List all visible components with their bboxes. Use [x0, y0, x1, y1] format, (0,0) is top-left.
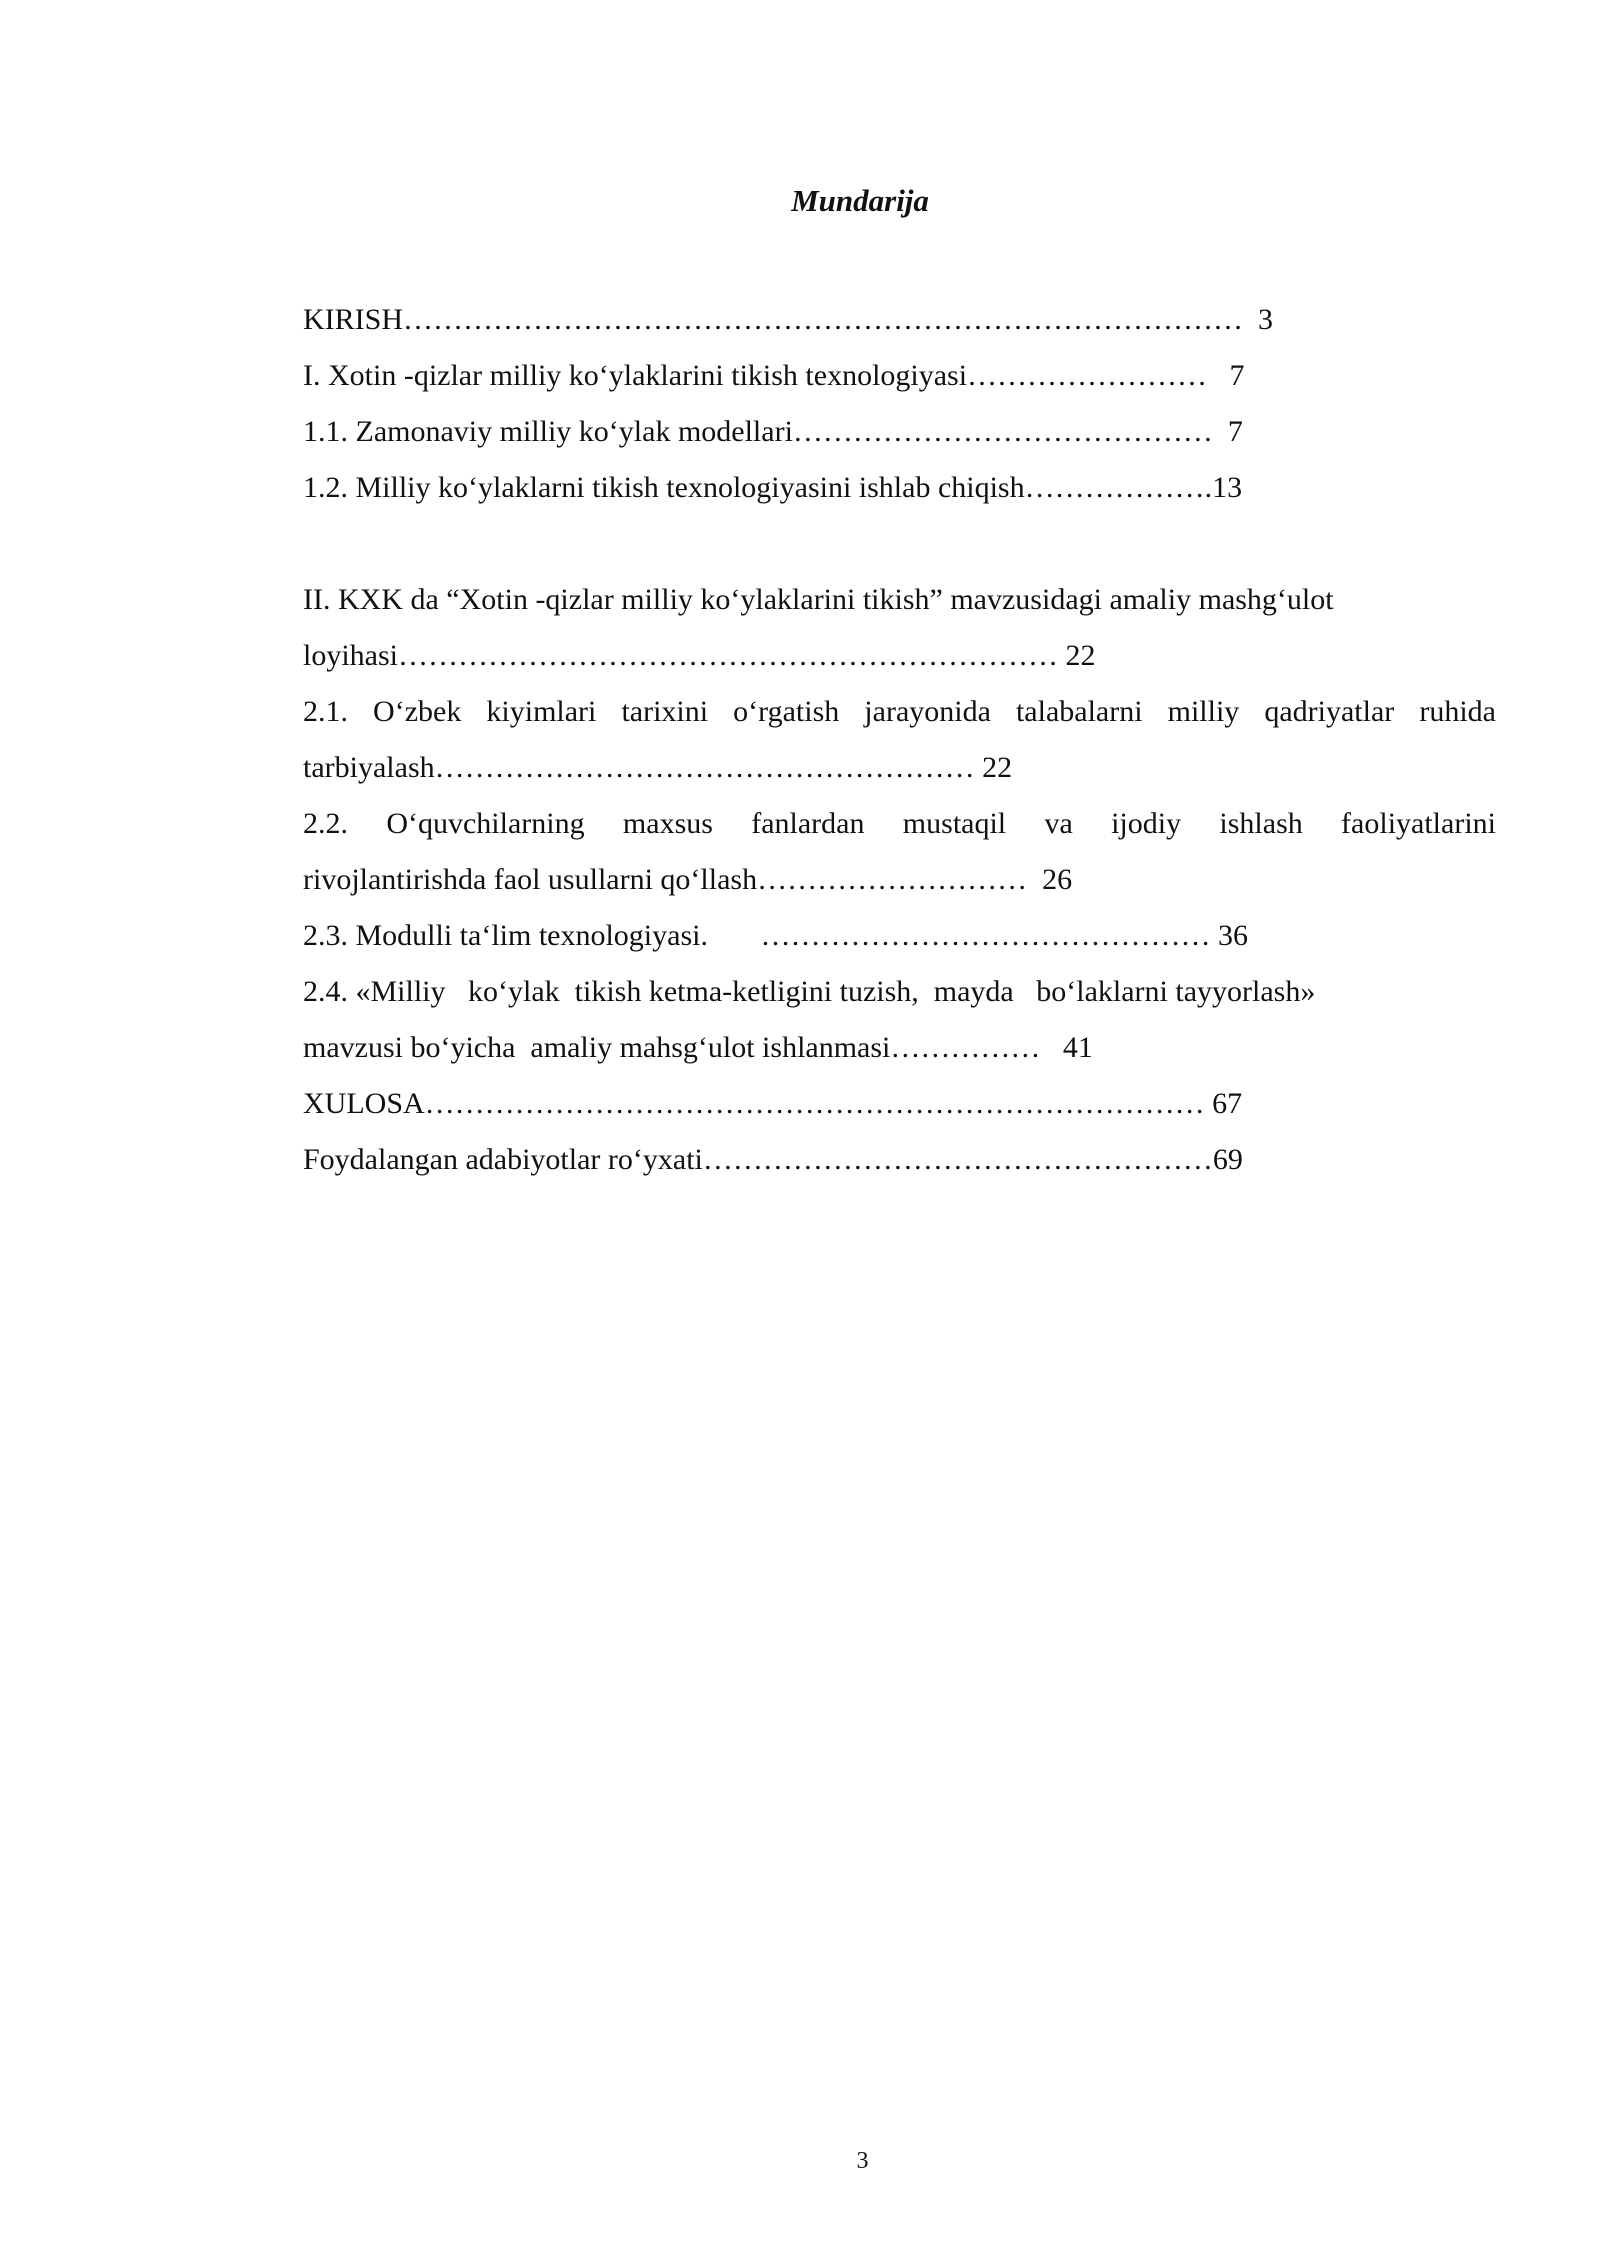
toc-entry-section-2-4-line-1: 2.4. «Milliy ko‘ylak tikish ketma-ketligini tuzish, mayda bo‘laklarni tayyorlash» — [303, 975, 1316, 1008]
toc-entry-section-2-2-line-1: 2.2. O‘quvchilarning maxsus fanlardan mustaqil va ijodiy ishlash faoliyatlarini — [303, 807, 1496, 840]
toc-entry-section-2-1-line-1: 2.1. O‘zbek kiyimlari tarixini o‘rgatish jarayonida talabalarni milliy qadriyatlar ruhida — [303, 695, 1496, 728]
toc-spacer — [303, 516, 1496, 572]
toc-entry-references: Foydalangan adabiyotlar ro‘yxati……………………………………………69 — [303, 1143, 1243, 1176]
toc-entry-chapter-2-line-1: II. KXK da “Xotin -qizlar milliy ko‘ylaklarini tikish” mavzusidagi amaliy mashg‘ulot — [303, 583, 1334, 616]
toc-entry-xulosa: XULOSA…………………………………………………………………… 67 — [303, 1087, 1243, 1120]
toc-entry-section-2-4-line-2: mavzusi bo‘yicha amaliy mahsg‘ulot ishlanmasi…………… 41 — [303, 1031, 1093, 1064]
toc-entry-chapter-1: I. Xotin -qizlar milliy ko‘ylaklarini tikish texnologiyasi…………………… 7 — [303, 359, 1245, 392]
page-title: Mundarija — [791, 183, 929, 218]
toc-entry-section-1-1: 1.1. Zamonaviy milliy ko‘ylak modellari…………………………………… 7 — [303, 415, 1243, 448]
toc-entry-section-2-2-line-2: rivojlantirishda faol usullarni qo‘llash……………………… 26 — [303, 863, 1073, 896]
toc-entry-chapter-2-line-2: loyihasi………………………………………………………… 22 — [303, 639, 1096, 672]
table-of-contents — [303, 292, 1496, 1188]
toc-entry-section-2-3: 2.3. Modulli ta‘lim texnologiyasi. ……………………………………… 36 — [303, 919, 1248, 952]
toc-entry-section-1-2: 1.2. Milliy ko‘ylaklarni tikish texnologiyasini ishlab chiqish……………….13 — [303, 471, 1243, 504]
page-number: 3 — [856, 2148, 869, 2174]
toc-entry-section-2-1-line-2: tarbiyalash……………………………………………… 22 — [303, 751, 1013, 784]
toc-entry-kirish: KIRISH………………………………………………………………………… 3 — [303, 303, 1274, 336]
